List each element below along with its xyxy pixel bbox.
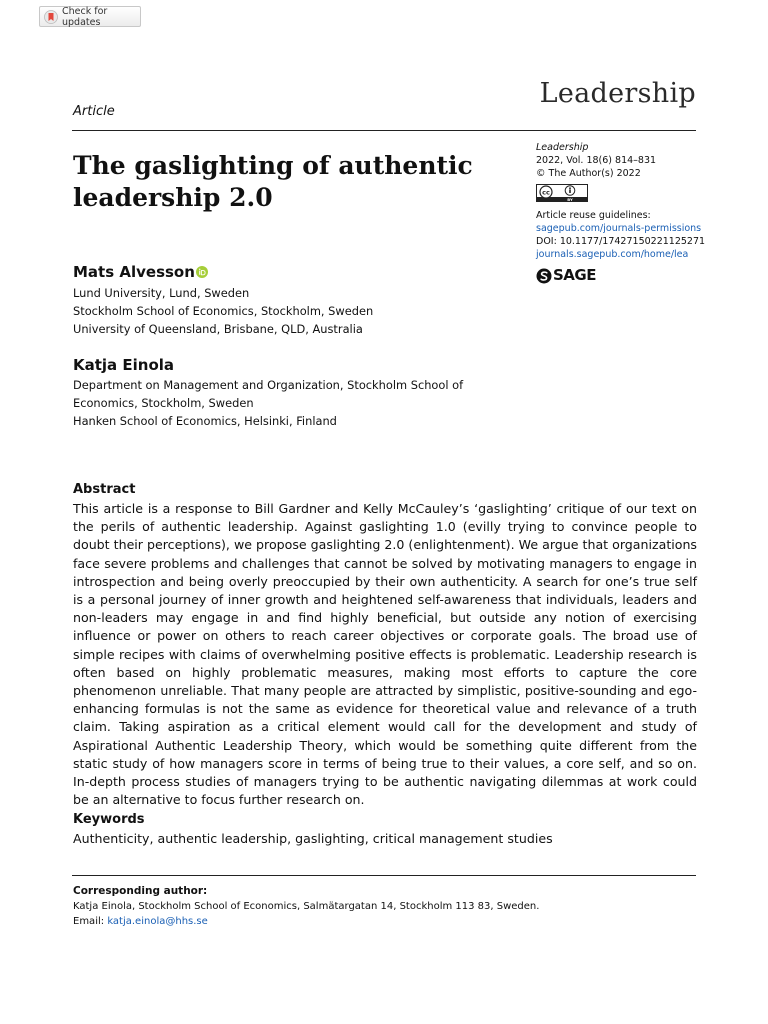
- corresponding-email-row: [73, 915, 539, 930]
- publisher-name: SAGE: [553, 266, 596, 285]
- author-2-affiliations: [73, 376, 463, 430]
- sidebar-volume: 2022, Vol. 18(6) 814–831: [536, 155, 657, 167]
- cc-badge-left-text: cc: [542, 188, 550, 197]
- article-metadata: [536, 141, 716, 284]
- keywords-text: Authenticity, authentic leadership, gaslighting, critical management studies: [73, 831, 553, 846]
- check-for-updates-button[interactable]: [39, 6, 141, 27]
- author-1-name: Mats Alvesson: [73, 263, 195, 281]
- cc-badge-right-text: BY: [567, 196, 573, 202]
- publisher-logo: [536, 268, 716, 284]
- journal-home-link[interactable]: journals.sagepub.com/home/lea: [536, 249, 689, 261]
- article-type: Article: [73, 104, 115, 119]
- affiliation: Hanken School of Economics, Helsinki, Finland: [73, 414, 337, 428]
- corresponding-address: Katja Einola, Stockholm School of Economics, Salmätargatan 14, Stockholm 113 83, Sweden.: [73, 901, 540, 912]
- reuse-guidelines-link[interactable]: sagepub.com/journals-permissions: [536, 223, 702, 235]
- author-1-affiliations: [73, 284, 373, 338]
- sidebar-journal: Leadership: [536, 142, 589, 153]
- footnote-divider: [72, 875, 696, 876]
- abstract-text: This article is a response to Bill Gardner and Kelly McCauley’s ‘gaslighting’ critique of our text on the perils of authentic leadership. Against gaslighting 1.0 (evilly trying to convince people to doubt their perceptions), we propose gaslighting 2.0 (enlightenment). We argue that organizations face severe problems and challenges that cannot be solved by motivating managers to engage in introspection and being overly preoccupied by their own authenticity. A search for one’s true self is a personal journey of inner growth and heightened self-awareness that individuals, leaders and non-leaders may engage in and find highly beneficial, but outside any notion of exercising influence or power on others to reach career objectives or corporate goals. The broad use of simple recipes with claims of overwhelming positive effects is problematic. Leadership research is often based on highly problematic measures, making most efforts to capture the core phenomenon unreliable. That many people are attracted by simplistic, positive-sounding and ego-enhancing formulas is not the same as evidence for theoretical value and relevance of a truth claim. Taking aspiration as a critical element would call for the development and study of Aspirational Authentic Leadership Theory, which would be something quite different from the static study of how managers score in terms of being true to their values, a core self, and so on. In-depth process studies of managers trying to be authentic navigating dilemmas at work could be an alternative to focus further research on.: [73, 501, 697, 808]
- bookmark-icon: [44, 10, 58, 24]
- article-title: The gaslighting of authentic leadership 2.0: [73, 151, 473, 212]
- affiliation: Stockholm School of Economics, Stockholm, Sweden: [73, 304, 374, 318]
- journal-brand: Leadership: [539, 78, 696, 109]
- corresponding-author-details: [73, 900, 539, 929]
- author-2-name: Katja Einola: [73, 356, 175, 374]
- cc-by-license-icon: [536, 184, 716, 206]
- sidebar-copyright: © The Author(s) 2022: [536, 168, 641, 180]
- sidebar-doi: DOI: 10.1177/17427150221125271: [536, 236, 706, 248]
- email-link[interactable]: katja.einola@hhs.se: [107, 915, 208, 927]
- email-label: Email:: [73, 915, 105, 927]
- sage-s-icon: [536, 268, 552, 284]
- header-divider: [72, 130, 696, 131]
- author-name: [73, 263, 208, 282]
- corresponding-author-heading: Corresponding author:: [73, 885, 208, 897]
- keywords-heading: Keywords: [73, 812, 145, 827]
- affiliation: Economics, Stockholm, Sweden: [73, 396, 254, 410]
- abstract-heading: Abstract: [73, 482, 136, 497]
- orcid-icon[interactable]: [196, 264, 208, 282]
- affiliation: Department on Management and Organization, Stockholm School of: [73, 378, 464, 392]
- affiliation: Lund University, Lund, Sweden: [73, 286, 250, 300]
- sidebar-reuse-label: Article reuse guidelines:: [536, 209, 651, 221]
- check-for-updates-label: Check for updates: [62, 5, 108, 28]
- affiliation: University of Queensland, Brisbane, QLD, Australia: [73, 322, 363, 336]
